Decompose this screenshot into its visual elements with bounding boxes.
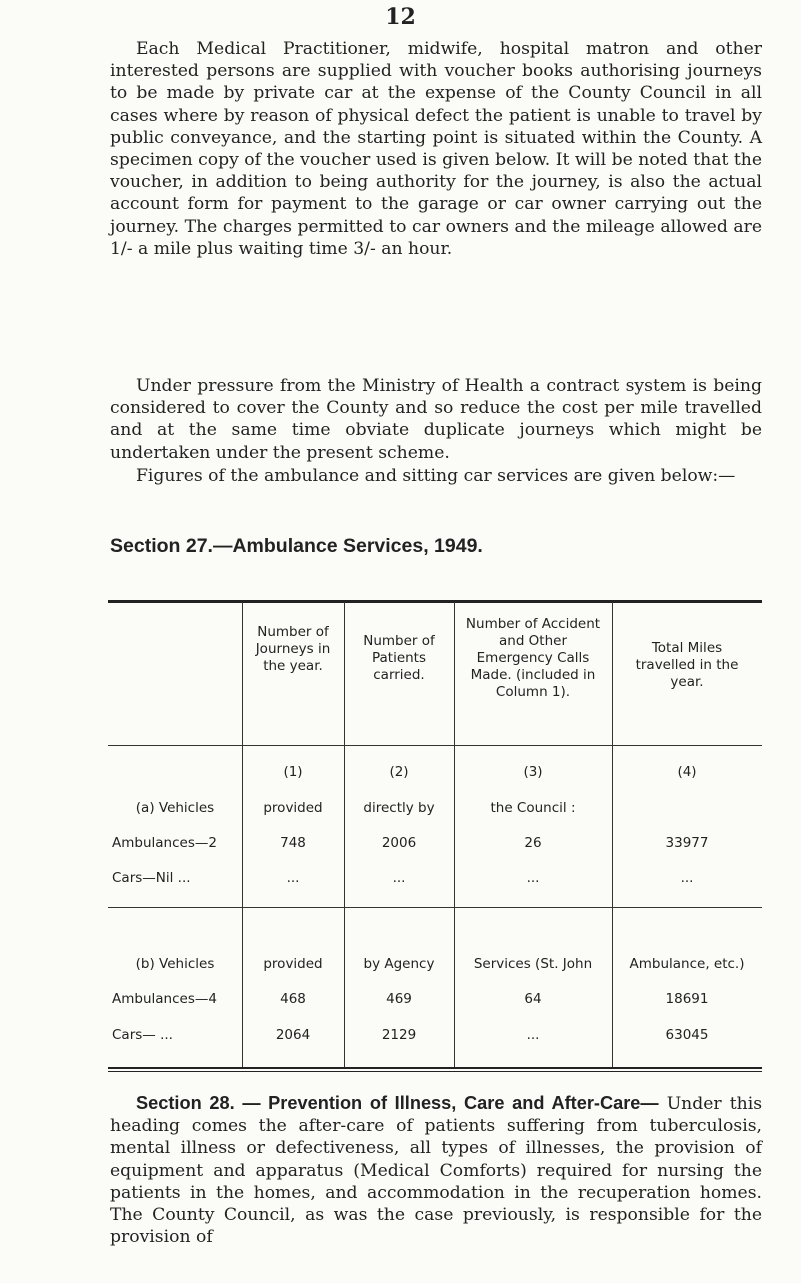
group-a-part-2: provided [263,800,323,816]
row-label: Ambulances—4 [112,991,217,1007]
header-rule [108,745,762,746]
cell-emergency: 64 [524,991,542,1007]
group-a-part-4: the Council : [490,800,576,816]
group-b-part-3: by Agency [363,956,435,972]
table-bottom-rule-2 [108,1071,762,1072]
paragraph-figures: Figures of the ambulance and sitting car services are given below:— [136,466,736,486]
group-rule [108,907,762,908]
cell-emergency: ... [526,870,540,886]
header-miles: Total Miles travelled in the year. [635,640,739,690]
paragraph-contract: Under pressure from the Ministry of Health a contract system is being considered to cover the County and so reduce the cost per mile travelled and at the same time obviate duplicate journeys which might be undertaken under the present scheme. [110,376,762,463]
paragraph-voucher: Each Medical Practitioner, midwife, hospital matron and other interested persons are supplied with voucher books authorising journeys to be made by private car at the expense of the County Council in all cases where by reason of physical defect the patient is unable to travel by public conveyance, and the starting point is situated within the County. A specimen copy of the voucher used is given below. It will be noted that the voucher, in addition to being authority for the journey, is also the actual account form for payment to the garage or car owner carrying out the journey. The charges permitted to car owners and the mileage allowed are 1/- a mile plus waiting time 3/- an hour. [110,39,762,259]
cell-patients: ... [392,870,406,886]
table-top-rule [108,600,762,603]
group-a-part-3: directly by [363,800,435,816]
section-28-heading: Section 28. — Prevention of Illness, Care and After-Care— [136,1093,659,1113]
header-patients: Number of Patients carried. [363,633,435,683]
cell-journeys: 468 [280,991,306,1007]
row-label: Cars—Nil ... [112,870,191,886]
cell-miles: 18691 [665,991,709,1007]
col-number-3: (3) [523,764,543,780]
cell-miles: 33977 [665,835,709,851]
row-label: Cars— ... [112,1027,173,1043]
page-number: 12 [385,4,416,30]
cell-emergency: ... [526,1027,540,1043]
col-number-2: (2) [389,764,409,780]
group-b-part-2: provided [263,956,323,972]
header-journeys: Number of Journeys in the year. [255,624,331,674]
section-27-heading: Section 27.—Ambulance Services, 1949. [110,535,483,557]
cell-patients: 469 [386,991,412,1007]
row-label: Ambulances—2 [112,835,217,851]
cell-journeys: 748 [280,835,306,851]
cell-miles: ... [680,870,694,886]
cell-emergency: 26 [524,835,542,851]
cell-journeys: 2064 [275,1027,311,1043]
col-number-4: (4) [677,764,697,780]
group-b-label: (b) Vehicles [135,956,215,972]
col-number-1: (1) [283,764,303,780]
group-a-label: (a) Vehicles [135,800,215,816]
cell-patients: 2006 [381,835,417,851]
cell-journeys: ... [286,870,300,886]
cell-miles: 63045 [665,1027,709,1043]
section-28-text: Under this heading comes the after-care of patients suffering from tuberculosis, mental illness or defectiveness, all types of illnesses, the provision of equipment and apparatus (Medical Comforts) required for nursing the patients in the homes, and accommodation in the recuperation homes. The County Council, as was the case previously, is responsible for the provision of [110,1094,763,1248]
group-b-part-5: Ambulance, etc.) [629,956,745,972]
section-28-block [110,1092,762,1248]
group-b-part-4: Services (St. John [473,956,593,972]
cell-patients: 2129 [381,1027,417,1043]
header-emergency: Number of Accident and Other Emergency Calls Made. (included in Column 1). [465,616,601,700]
table-bottom-rule [108,1067,762,1069]
